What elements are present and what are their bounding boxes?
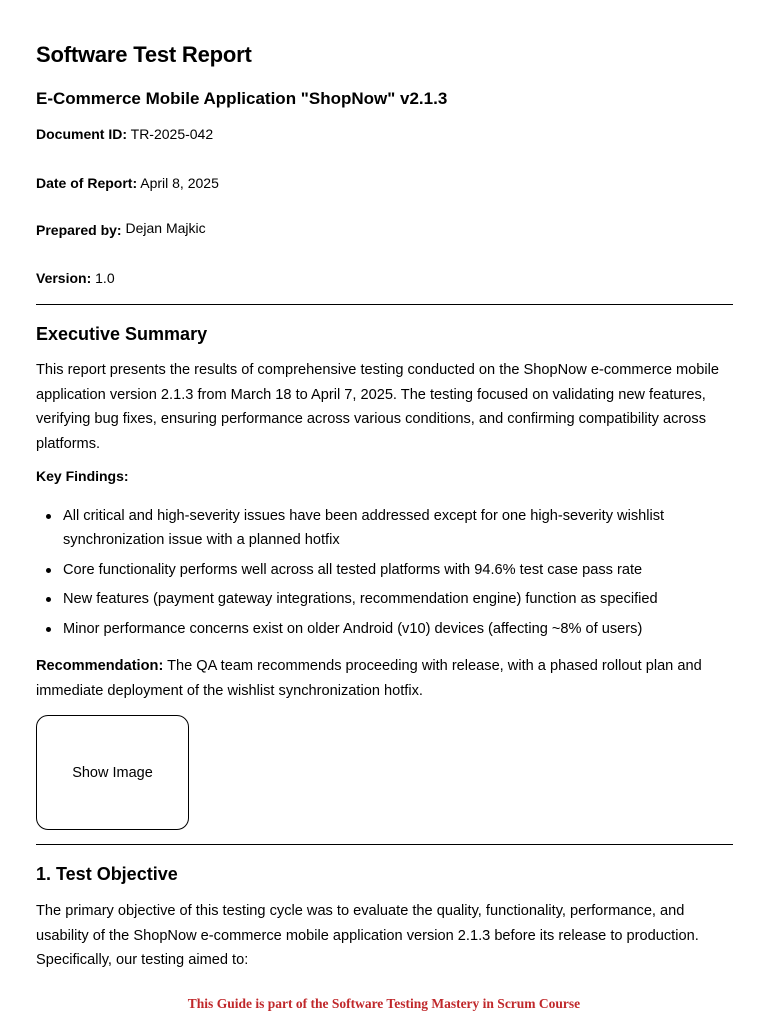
- course-footer: This Guide is part of the Software Testing Mastery in Scrum Course: [187, 996, 581, 1011]
- key-findings-list: [36, 504, 733, 646]
- recommendation-label: Recommendation:: [36, 658, 164, 674]
- section-divider: [36, 844, 733, 845]
- document-id-value: TR-2025-042: [130, 126, 214, 142]
- key-findings-label: Key Findings:: [36, 468, 129, 484]
- prepared-by-label: Prepared by:: [36, 222, 122, 238]
- report-date-line: [36, 175, 219, 191]
- section-divider: [36, 304, 733, 305]
- report-title: Software Test Report: [36, 42, 252, 67]
- version-value: 1.0: [95, 270, 115, 286]
- show-image-button[interactable]: Show Image: [36, 715, 189, 830]
- list-item: New features (payment gateway integrations, recommendation engine) function as specified: [36, 587, 733, 611]
- executive-summary-body: This report presents the results of comprehensive testing conducted on the ShopNow e-commerce mobile application version 2.1.3 from March 18 to April 7, 2025. The testing focused on validating new features, verifying bug fixes, ensuring performance across various conditions, and confirming compatibility across platforms.: [36, 362, 720, 452]
- report-date-value: April 8, 2025: [140, 175, 219, 191]
- version-line: [36, 270, 115, 286]
- list-item: Minor performance concerns exist on older Android (v10) devices (affecting ~8% of users): [36, 617, 733, 641]
- list-item: All critical and high-severity issues have been addressed except for one high-severity wishlist synchronization issue with a planned hotfix: [36, 504, 733, 552]
- version-label: Version:: [36, 270, 92, 286]
- report-subtitle: E-Commerce Mobile Application "ShopNow" v2.1.3: [36, 89, 448, 108]
- test-objective-heading: 1. Test Objective: [36, 864, 178, 884]
- executive-summary-heading: Executive Summary: [36, 324, 208, 344]
- prepared-by-line: [36, 222, 206, 238]
- list-item: Core functionality performs well across all tested platforms with 94.6% test case pass rate: [36, 558, 733, 582]
- report-date-label: Date of Report:: [36, 175, 138, 191]
- recommendation-text: The QA team recommends proceeding with release, with a phased rollout plan and immediate deployment of the wishlist synchronization hotfix.: [36, 658, 702, 699]
- document-id-line: [36, 126, 213, 142]
- recommendation-paragraph: [36, 654, 733, 703]
- prepared-by-value: Dejan Majkic: [125, 220, 206, 236]
- document-id-label: Document ID:: [36, 126, 127, 142]
- test-objective-body: The primary objective of this testing cycle was to evaluate the quality, functionality, performance, and usability of the ShopNow e-commerce mobile application version 2.1.3 before its release to production. Specifically, our testing aimed to:: [36, 903, 699, 968]
